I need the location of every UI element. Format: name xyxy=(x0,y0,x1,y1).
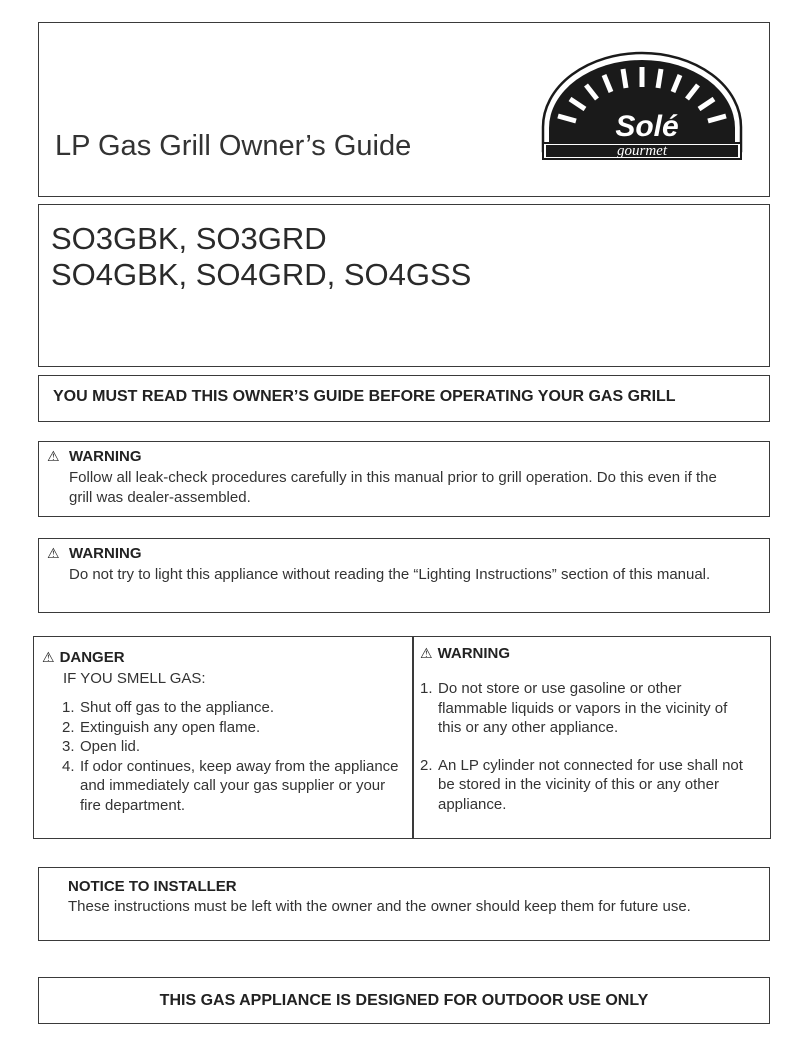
list-item: 2. Extinguish any open flame. xyxy=(62,718,261,736)
warning-triangle-icon: ⚠ xyxy=(47,545,60,561)
header-box xyxy=(38,22,770,197)
warning-heading: ⚠ WARNING xyxy=(47,545,142,562)
notice-text: These instructions must be left with the owner and the owner should keep them for future use. xyxy=(68,898,691,915)
page-title: LP Gas Grill Owner’s Guide xyxy=(55,130,412,162)
list-item: 1. Shut off gas to the appliance. xyxy=(62,699,275,716)
model-line-2: SO4GBK, SO4GRD, SO4GSS xyxy=(51,257,472,292)
warning-text: Do not try to light this appliance without reading the “Lighting Instructions” section of this manual. xyxy=(69,566,711,583)
logo-brand-text: Solé xyxy=(615,110,679,143)
warning-heading: ⚠ WARNING xyxy=(420,645,511,662)
list-item: 2. An LP cylinder not connected for use shall not be stored in the vicinity of this or any other appliance. xyxy=(420,756,743,813)
column-divider xyxy=(412,637,414,838)
warning-box-lighting xyxy=(38,538,770,613)
sole-gourmet-logo xyxy=(537,49,747,161)
model-line-1: SO3GBK, SO3GRD xyxy=(51,221,327,256)
read-notice-box xyxy=(38,375,770,422)
outdoor-notice-text: THIS GAS APPLIANCE IS DESIGNED FOR OUTDOOR USE ONLY xyxy=(159,992,649,1009)
logo-sub-text: gourmet xyxy=(617,143,667,159)
warning-box-leak-check xyxy=(38,441,770,517)
danger-subheading: IF YOU SMELL GAS: xyxy=(63,670,206,687)
danger-warning-box xyxy=(33,636,771,839)
danger-list xyxy=(62,698,402,815)
outdoor-notice-box xyxy=(38,977,770,1024)
list-item: 3. Open lid. xyxy=(62,738,141,755)
notice-heading: NOTICE TO INSTALLER xyxy=(68,878,237,895)
list-item: 4. If odor continues, keep away from the appliance and immediately call your gas supplier or your fire department. xyxy=(62,757,399,814)
installer-notice-box xyxy=(38,867,770,941)
danger-heading: ⚠ DANGER xyxy=(42,649,125,666)
warning-list xyxy=(420,679,750,832)
warning-triangle-icon: ⚠ xyxy=(47,448,60,464)
warning-triangle-icon: ⚠ xyxy=(42,649,55,665)
warning-triangle-icon: ⚠ xyxy=(420,645,433,661)
list-item: 1. Do not store or use gasoline or other flammable liquids or vapors in the vicinity of this or any other appliance. xyxy=(420,680,728,736)
warning-heading: ⚠ WARNING xyxy=(47,448,142,465)
warning-text: Follow all leak-check procedures carefully in this manual prior to grill operation. Do this even if the grill was dealer-assembled. xyxy=(69,469,717,506)
models-box xyxy=(38,204,770,367)
read-notice-text: YOU MUST READ THIS OWNER’S GUIDE BEFORE OPERATING YOUR GAS GRILL xyxy=(53,388,676,405)
